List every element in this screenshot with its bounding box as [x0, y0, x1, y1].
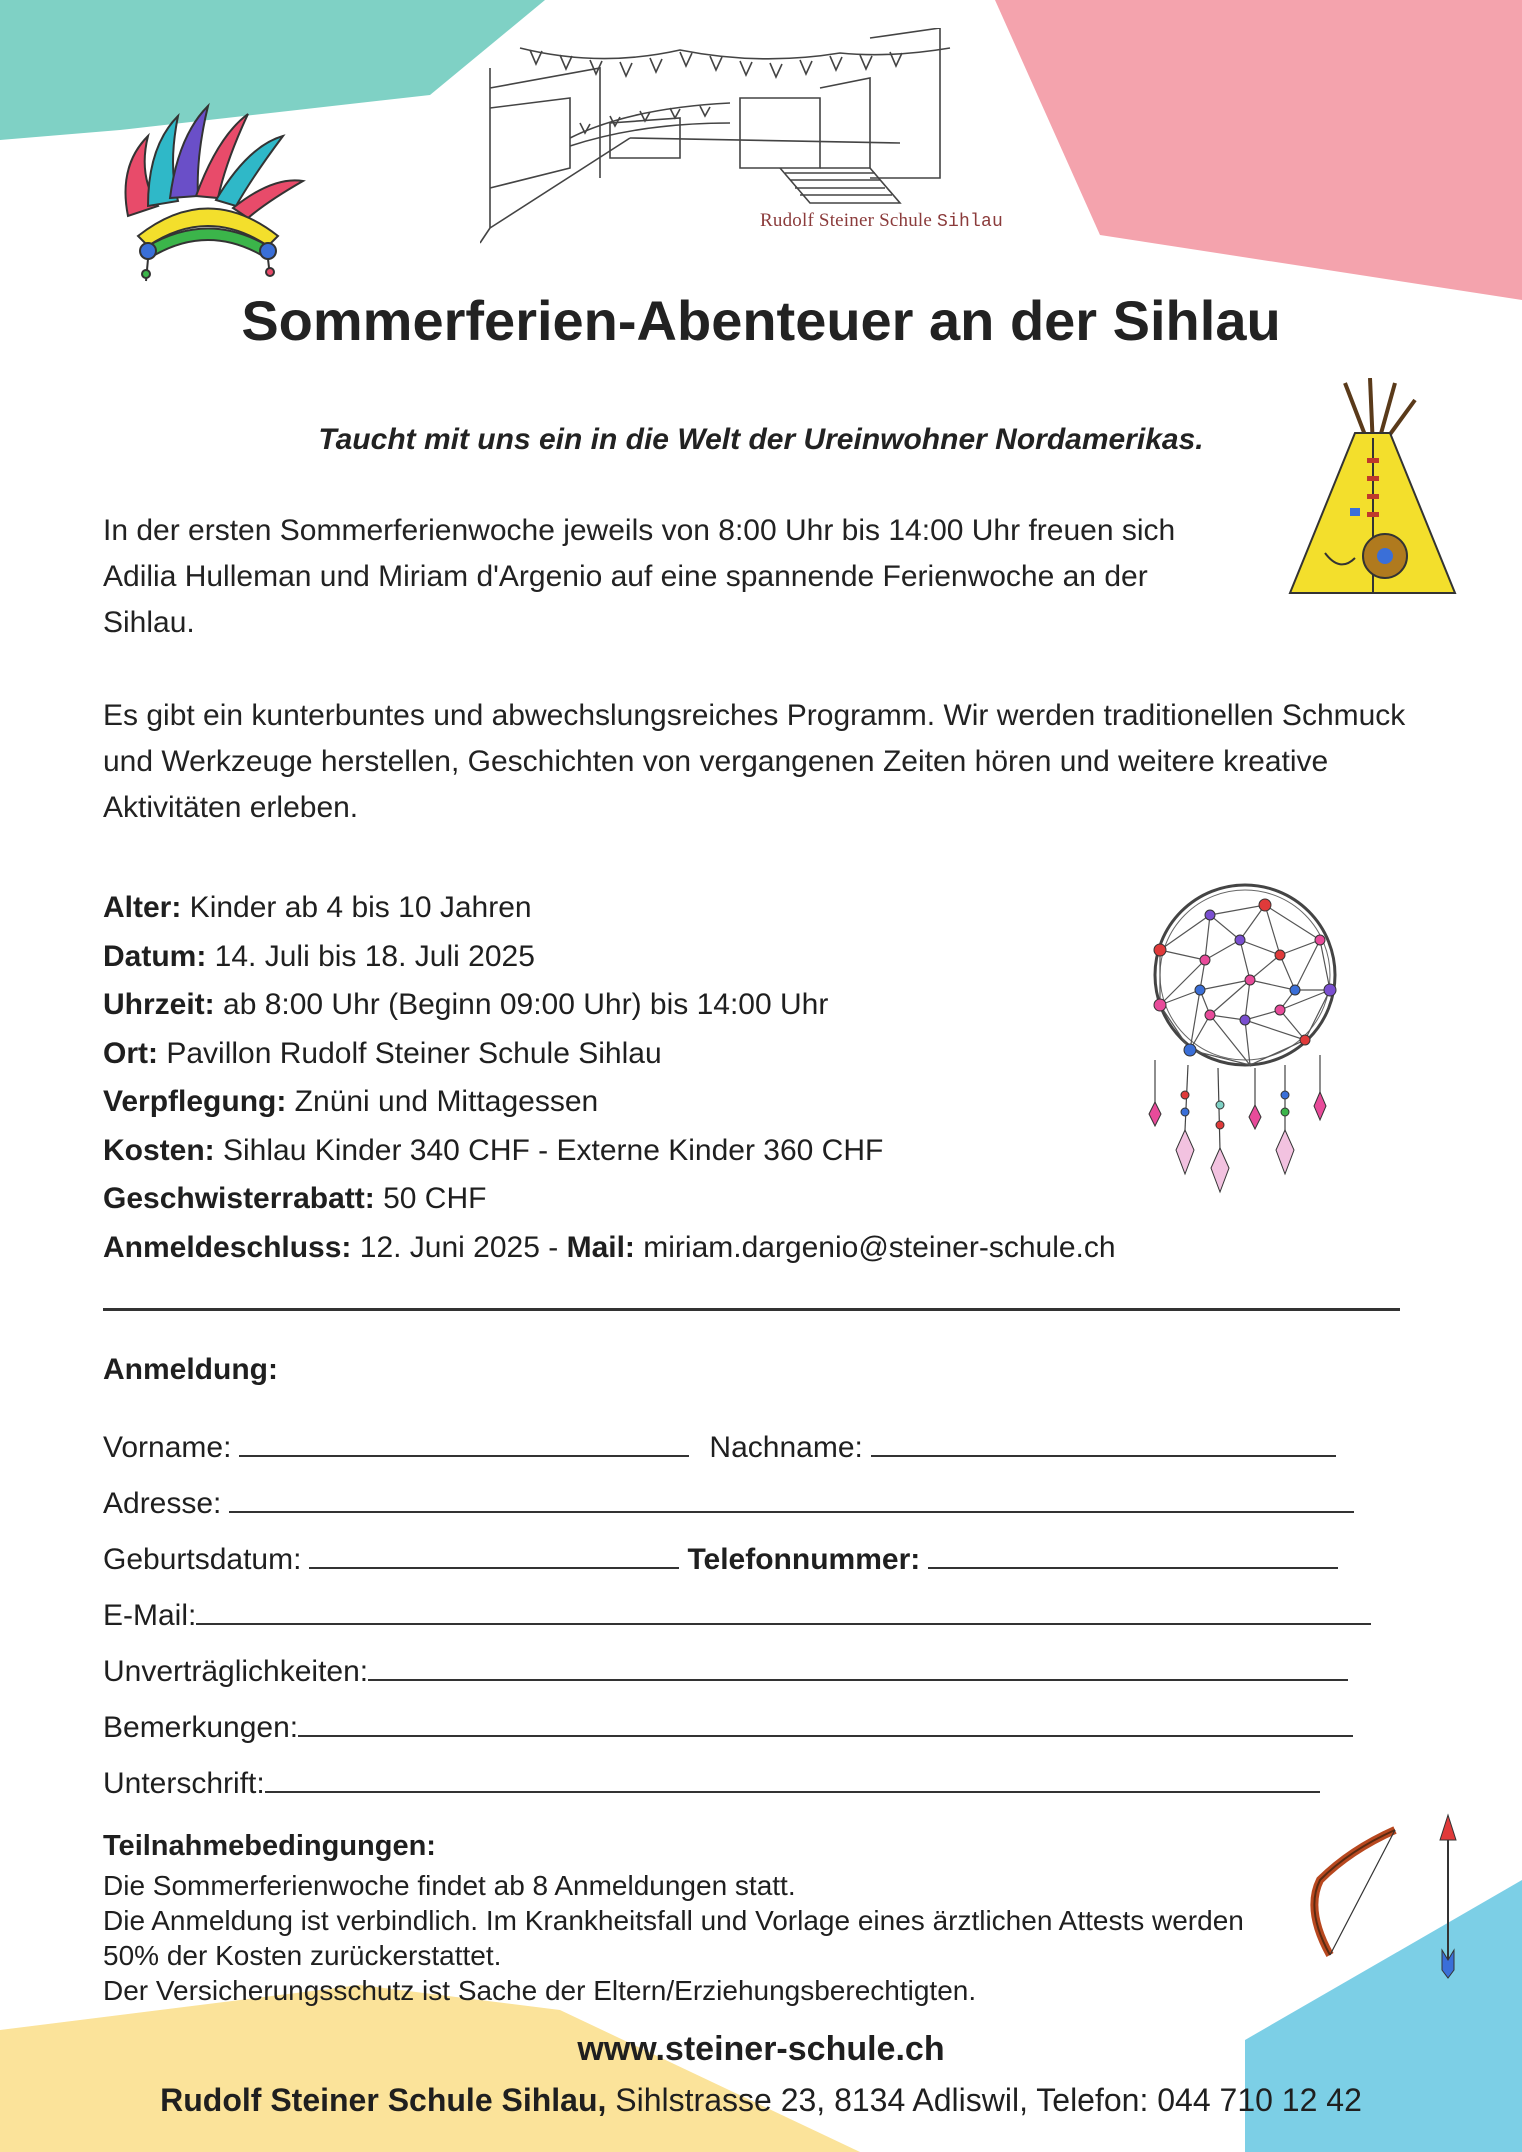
school-logo-text [760, 210, 1003, 232]
detail-time: Uhrzeit: ab 8:00 Uhr (Beginn 09:00 Uhr) bis 14:00 Uhr [103, 988, 829, 1021]
birth-phone-row [103, 1532, 1371, 1588]
registration-form [103, 1420, 1371, 1812]
condition-line-1: Die Sommerferienwoche findet ab 8 Anmeldungen statt. [103, 1870, 796, 1901]
adresse-field[interactable] [229, 1485, 1354, 1513]
address-row [103, 1476, 1371, 1532]
unvertraeglichkeiten-field[interactable] [368, 1653, 1348, 1681]
registration-heading: Anmeldung: [103, 1353, 278, 1386]
adresse-label: Adresse: [103, 1487, 222, 1520]
conditions-heading: Teilnahmebedingungen: [103, 1830, 436, 1862]
nachname-label: Nachname: [709, 1431, 863, 1464]
unterschrift-field[interactable] [265, 1765, 1320, 1793]
email-row [103, 1588, 1371, 1644]
bemerkungen-label: Bemerkungen: [103, 1711, 299, 1744]
website-url[interactable]: www.steiner-schule.ch [577, 2030, 945, 2068]
nachname-field[interactable] [871, 1429, 1336, 1457]
intolerance-row [103, 1644, 1371, 1700]
detail-deadline: Anmeldeschluss: 12. Juni 2025 - Mail: miriam.dargenio@steiner-schule.ch [103, 1230, 1116, 1264]
condition-line-3: Der Versicherungsschutz ist Sache der Eltern/Erziehungsberechtigten. [103, 1975, 977, 2006]
signature-row [103, 1756, 1371, 1812]
footer-address [0, 2082, 1522, 2119]
geburtsdatum-field[interactable] [309, 1541, 679, 1569]
detail-sibling-discount: Geschwisterrabatt: 50 CHF [103, 1182, 487, 1215]
footer-school-name: Rudolf Steiner Schule Sihlau, [160, 2082, 607, 2118]
vorname-label: Vorname: [103, 1431, 232, 1464]
geburtsdatum-label: Geburtsdatum: [103, 1543, 302, 1576]
detail-catering: Verpflegung: Znüni und Mittagessen [103, 1085, 599, 1118]
condition-line-2: Die Anmeldung ist verbindlich. Im Krankheitsfall und Vorlage eines ärztlichen Attests werden 50% der Kosten zurückerstattet. [103, 1905, 1244, 1971]
logo-text: Rudolf Steiner Schule [760, 210, 933, 231]
detail-date: Datum: 14. Juli bis 18. Juli 2025 [103, 939, 535, 973]
details-list [103, 884, 1116, 1272]
detail-costs: Kosten: Sihlau Kinder 340 CHF - Externe Kinder 360 CHF [103, 1133, 884, 1167]
dreamcatcher-icon [1130, 880, 1350, 1200]
logo-text-suffix: Sihlau [936, 212, 1003, 232]
detail-age: Alter: Kinder ab 4 bis 10 Jahren [103, 891, 532, 924]
unterschrift-label: Unterschrift: [103, 1767, 265, 1800]
detail-place: Ort: Pavillon Rudolf Steiner Schule Sihlau [103, 1036, 662, 1070]
section-divider [103, 1308, 1400, 1311]
page-title: Sommerferien-Abenteuer an der Sihlau [241, 289, 1281, 352]
remarks-row [103, 1700, 1371, 1756]
intro-paragraph-1: In der ersten Sommerferienwoche jeweils von 8:00 Uhr bis 14:00 Uhr freuen sich Adilia Hulleman und Miriam d'Argenio auf eine spannende Ferienwoche an der Sihlau. [103, 514, 1176, 639]
pink-corner-shape [995, 0, 1522, 300]
tipi-icon [1285, 378, 1460, 603]
vorname-field[interactable] [239, 1429, 689, 1457]
headdress-icon [108, 96, 308, 286]
intro-paragraph-2: Es gibt ein kunterbuntes und abwechslungsreiches Programm. Wir werden traditionellen Schmuck und Werkzeuge herstellen, Geschichten von vergangenen Zeiten hören und weitere kreative Aktivitäten erleben. [103, 699, 1406, 824]
subtitle: Taucht mit uns ein in die Welt der Ureinwohner Nordamerikas. [318, 423, 1204, 456]
contact-email[interactable]: miriam.dargenio@steiner-schule.ch [634, 1230, 1116, 1264]
bemerkungen-field[interactable] [298, 1709, 1353, 1737]
telefon-field[interactable] [928, 1541, 1338, 1569]
conditions-text [103, 1868, 1303, 2008]
email-field[interactable] [196, 1597, 1371, 1625]
footer-contact: Sihlstrasse 23, 8134 Adliswil, Telefon: 044 710 12 42 [606, 2082, 1362, 2118]
name-row [103, 1420, 1371, 1476]
telefon-label: Telefonnummer: [687, 1543, 921, 1576]
bow-and-arrow-icon [1300, 1810, 1480, 1980]
email-label: E-Mail: [103, 1599, 197, 1632]
unvertraeglichkeiten-label: Unverträglichkeiten: [103, 1655, 369, 1688]
